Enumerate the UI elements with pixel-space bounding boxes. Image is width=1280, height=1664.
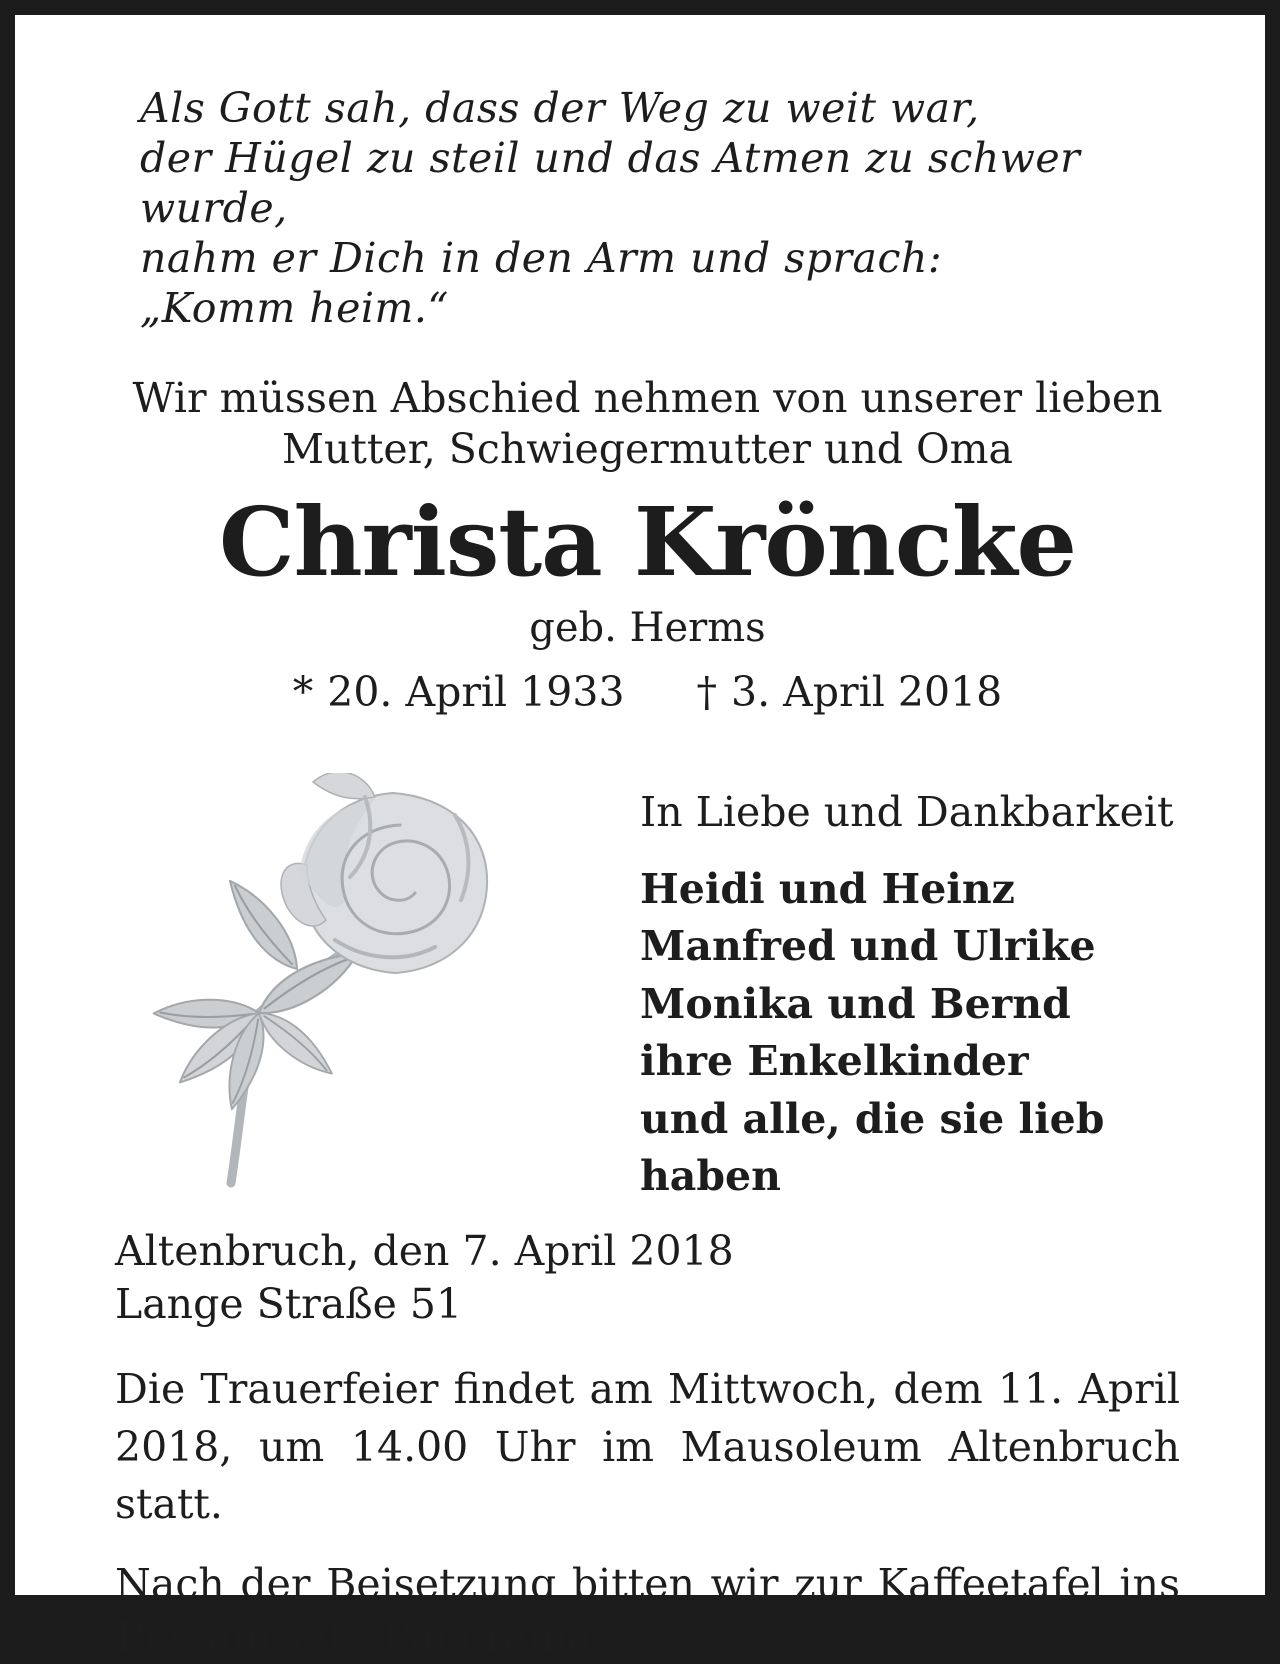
place-date-line: Altenbruch, den 7. April 2018 — [115, 1226, 734, 1275]
farewell-intro — [115, 373, 1180, 476]
opening-verse — [140, 83, 1180, 333]
funeral-info-line: 2018, um 14.00 Uhr im Mausoleum Altenbruch statt. — [115, 1422, 1180, 1529]
mourner-line: Heidi und Heinz — [640, 864, 1015, 913]
rose-sketch-icon — [145, 773, 585, 1203]
mourner-line: ihre Enkelkinder — [640, 1037, 1029, 1086]
rose-illustration — [145, 773, 585, 1205]
mourner-line: und alle, die sie lieb haben — [640, 1094, 1105, 1200]
address-line: Lange Straße 51 — [115, 1280, 463, 1329]
death-cross-symbol: † — [696, 667, 718, 716]
memorial-section — [115, 773, 1180, 1205]
mourner-line: Monika und Bernd — [640, 979, 1071, 1028]
death-date — [697, 665, 1003, 719]
death-date-text: 3. April 2018 — [731, 667, 1003, 716]
place-date-block — [115, 1225, 1180, 1332]
reception-info-line: Restaurant »Panorama«. — [115, 1612, 631, 1661]
life-dates — [115, 665, 1180, 719]
obituary-content — [15, 15, 1265, 1664]
obituary-notice — [15, 15, 1265, 1661]
birth-date-text: 20. April 1933 — [327, 667, 625, 716]
verse-line: der Hügel zu steil und das Atmen zu schwer wurde, — [140, 134, 1081, 233]
maiden-name: geb. Herms — [529, 604, 766, 651]
dedication-line: In Liebe und Dankbarkeit — [640, 787, 1174, 836]
birth-star-symbol: * — [292, 667, 314, 716]
verse-line: Als Gott sah, dass der Weg zu weit war, — [140, 84, 980, 132]
mourners-block — [640, 773, 1180, 1205]
verse-line: nahm er Dich in den Arm und sprach: — [140, 234, 943, 283]
funeral-info-line: Die Trauerfeier findet am Mittwoch, dem 11. April — [115, 1365, 1180, 1414]
intro-line: Mutter, Schwiegermutter und Oma — [282, 425, 1013, 474]
intro-line: Wir müssen Abschied nehmen von unserer lieben — [132, 374, 1163, 423]
birth-date — [293, 665, 625, 719]
funeral-info — [115, 1361, 1180, 1533]
deceased-name: Christa Kröncke — [219, 486, 1076, 598]
verse-line: „Komm heim.“ — [140, 284, 449, 333]
mourner-line: Manfred und Ulrike — [640, 922, 1096, 971]
reception-info — [115, 1558, 1180, 1664]
reception-info-line: Nach der Beisetzung bitten wir zur Kaffeetafel ins — [115, 1559, 1180, 1608]
